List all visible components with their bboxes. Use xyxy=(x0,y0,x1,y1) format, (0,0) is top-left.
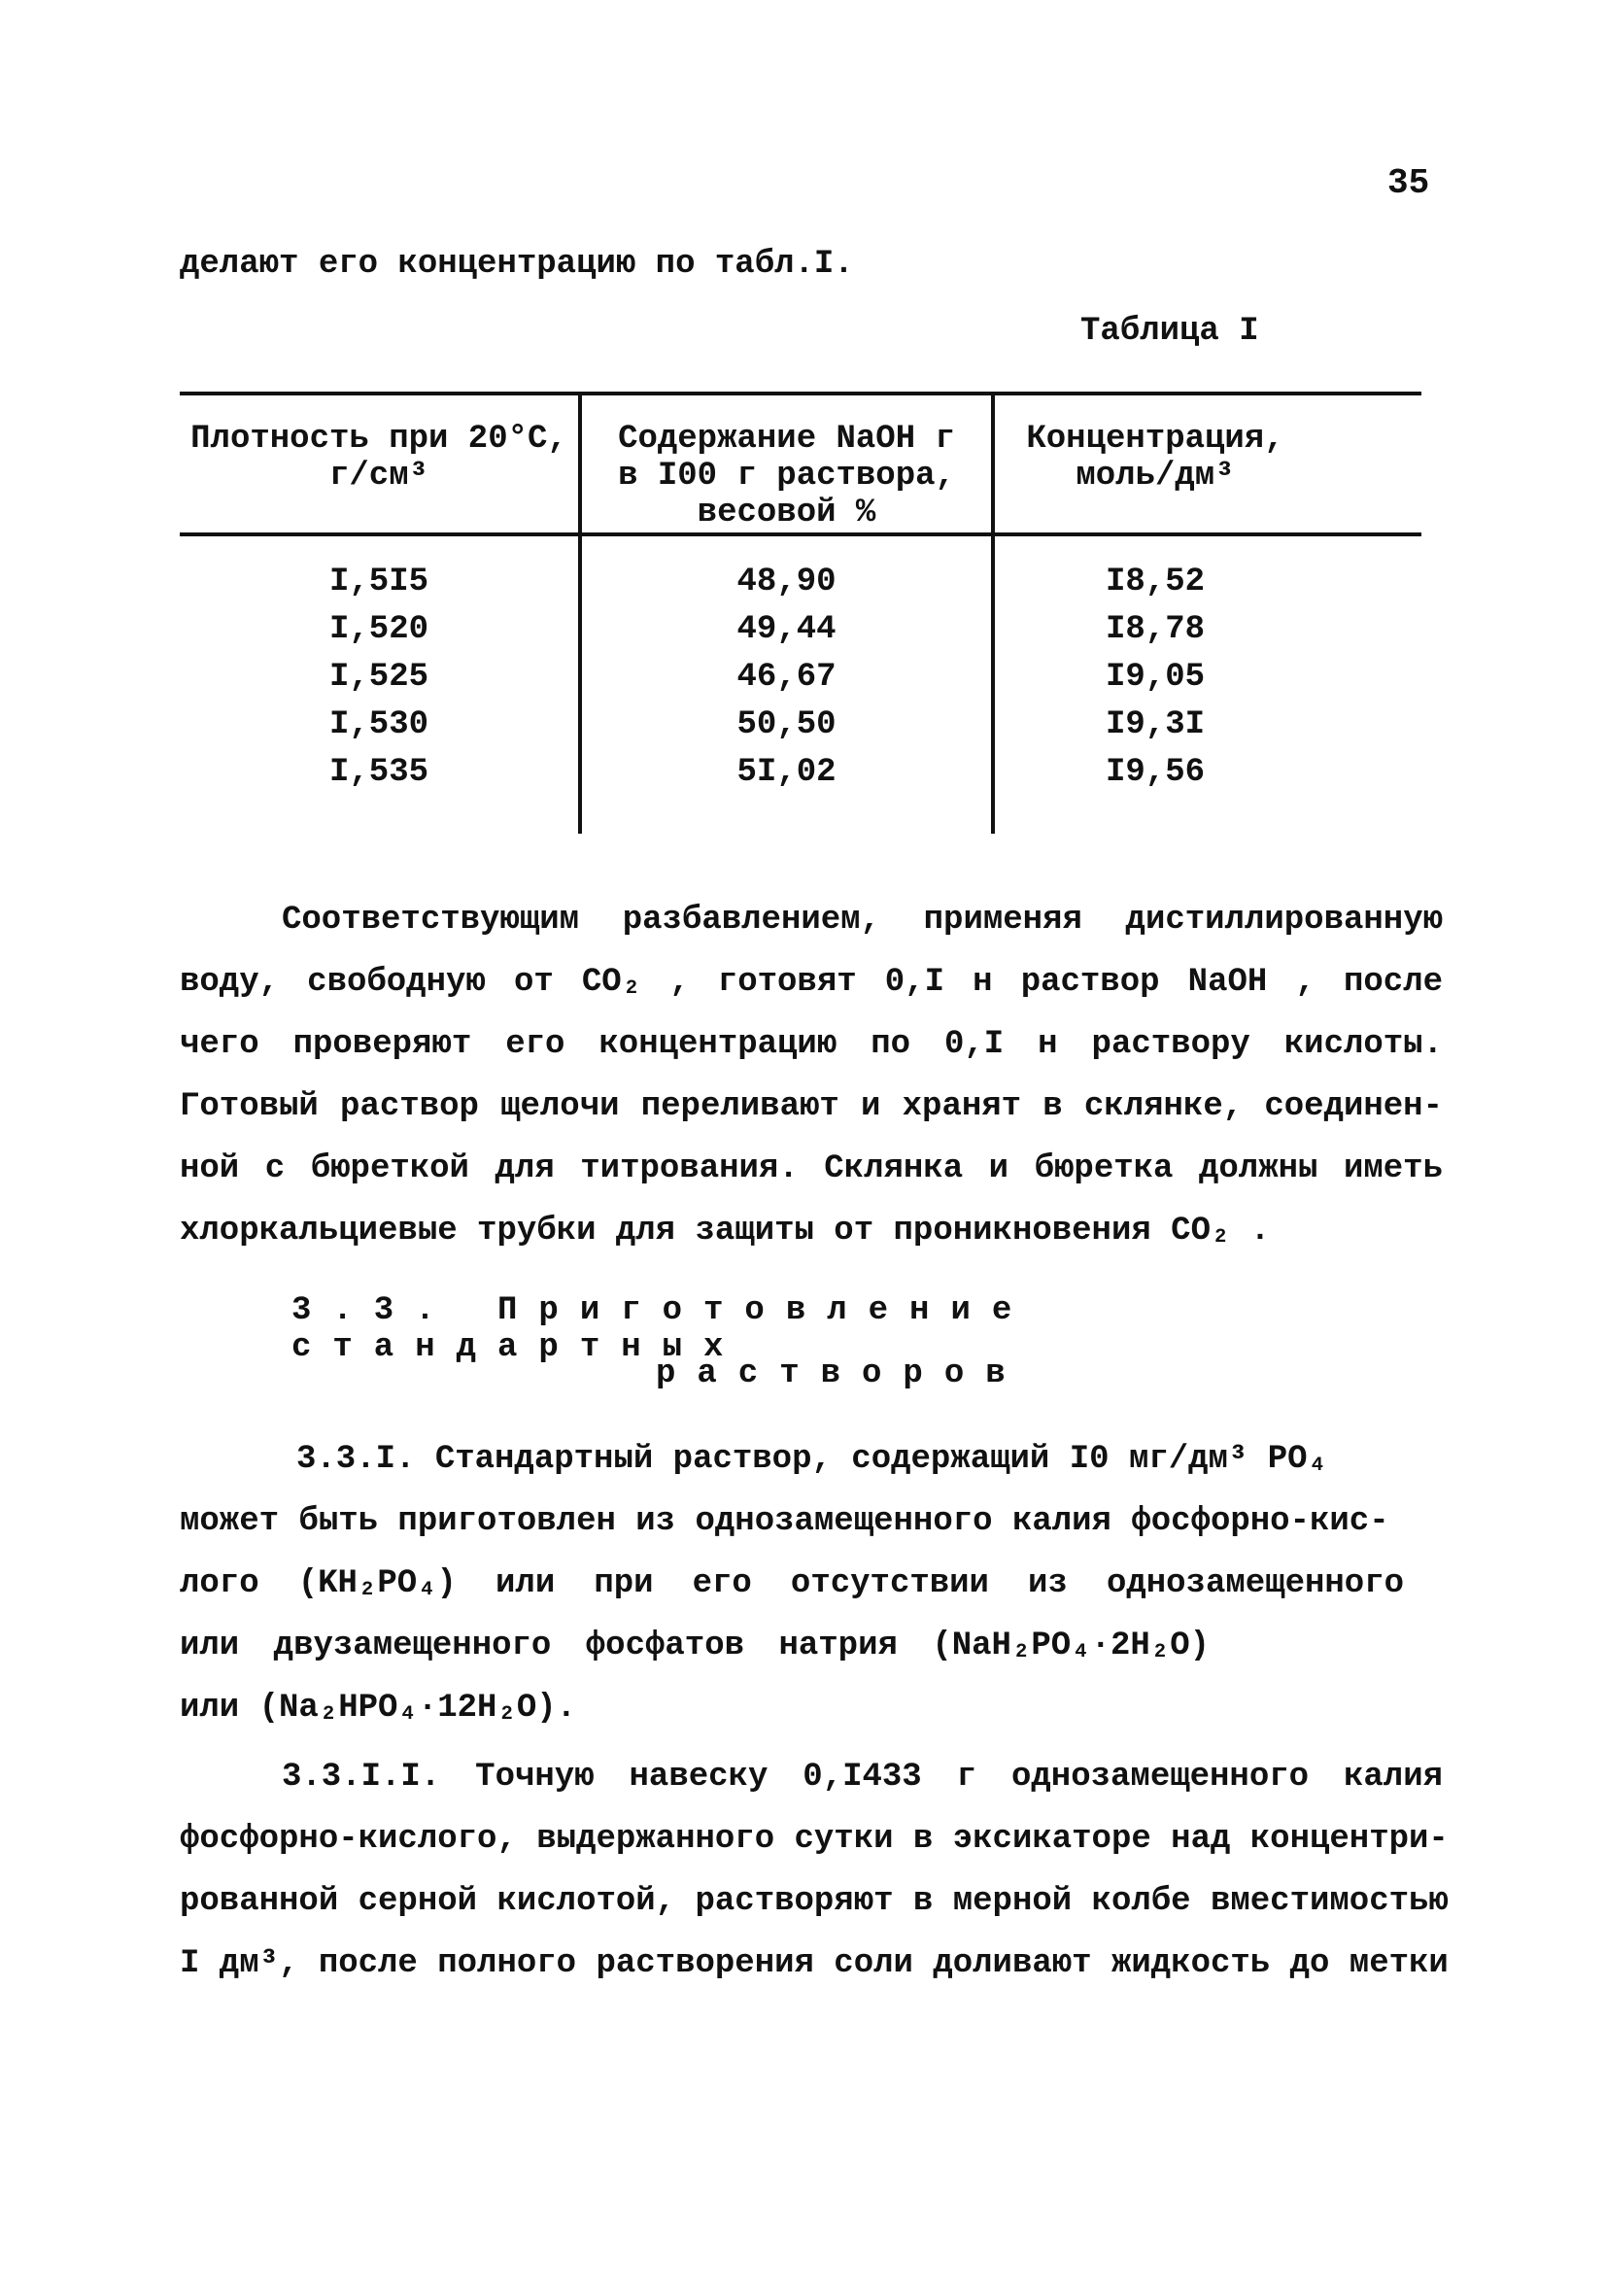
content-column xyxy=(582,559,991,797)
table-cell: I8,78 xyxy=(1105,611,1206,648)
text-line: лого (KH₂PO₄) или при его отсутствии из однозамещенного xyxy=(180,1565,1404,1602)
table-cell: 50,50 xyxy=(736,706,837,743)
section-heading-line-1: 3.3. Приготовление стандартных xyxy=(291,1292,1034,1366)
text-line: рованной серной кислотой, растворяют в мерной колбе вместимостью xyxy=(180,1883,1449,1920)
table-cell: I9,3I xyxy=(1105,706,1206,743)
lead-text: делают его концентрацию по табл.I. xyxy=(180,246,854,283)
data-table xyxy=(180,392,1421,834)
text-line: 3.3.I.I. Точную навеску 0,I433 г однозамещенного калия xyxy=(282,1759,1443,1796)
table-cell: I,525 xyxy=(328,659,429,696)
section-heading-line-2: растворов xyxy=(656,1355,1027,1392)
page-number: 35 xyxy=(1387,163,1430,203)
table-cell: I,535 xyxy=(328,754,429,791)
text-line: или двузамещенного фосфатов натрия (NaH₂PO₄·2H₂O) xyxy=(180,1628,1210,1664)
table-header-rule xyxy=(180,532,1421,536)
text-line: может быть приготовлен из однозамещенного калия фосфорно-кис- xyxy=(180,1503,1389,1540)
text-line: 3.3.I. Стандартный раствор, содержащий I0 мг/дм³ PO₄ xyxy=(296,1441,1327,1478)
header-density: Плотность при 20°С, г/см³ xyxy=(190,421,567,495)
concentration-column xyxy=(995,559,1316,797)
text-line: Готовый раствор щелочи переливают и хранят в склянке, соединен- xyxy=(180,1088,1443,1125)
table-cell: I,5I5 xyxy=(328,564,429,600)
table-cell: 5I,02 xyxy=(736,754,837,791)
density-column xyxy=(180,559,578,797)
text-line: хлоркальциевые трубки для защиты от проникновения CO₂ . xyxy=(180,1213,1271,1250)
table-top-rule xyxy=(180,392,1421,395)
table-cell: 48,90 xyxy=(736,564,837,600)
table-cell: 49,44 xyxy=(736,611,837,648)
header-content: Содержание NaOH г в I00 г раствора, весовой % xyxy=(618,421,955,531)
paragraph-weighed-sample xyxy=(180,1746,1449,1995)
text-line: I дм³, после полного растворения соли доливают жидкость до метки xyxy=(180,1945,1449,1982)
paragraph-standard-solution xyxy=(180,1428,1443,1739)
text-line: Соответствующим разбавлением, применяя дистиллированную xyxy=(282,902,1443,939)
text-line: чего проверяют его концентрацию по 0,I н раствору кислоты. xyxy=(180,1026,1443,1063)
text-line: или (Na₂HPO₄·12H₂O). xyxy=(180,1690,577,1727)
text-line: воду, свободную от CO₂ , готовят 0,I н раствор NaOH , после xyxy=(180,964,1443,1001)
table-cell: 46,67 xyxy=(736,659,837,696)
table-cell: I,520 xyxy=(328,611,429,648)
table-cell: I9,05 xyxy=(1105,659,1206,696)
text-line: фосфорно-кислого, выдержанного сутки в эксикаторе над концентри- xyxy=(180,1821,1449,1858)
table-caption: Таблица I xyxy=(1080,313,1259,350)
header-concentration: Концентрация, моль/дм³ xyxy=(1026,421,1284,495)
table-cell: I8,52 xyxy=(1105,564,1206,600)
table-cell: I9,56 xyxy=(1105,754,1206,791)
text-line: ной с бюреткой для титрования. Склянка и бюретка должны иметь xyxy=(180,1150,1443,1187)
paragraph-dilution xyxy=(180,889,1443,1262)
table-cell: I,530 xyxy=(328,706,429,743)
